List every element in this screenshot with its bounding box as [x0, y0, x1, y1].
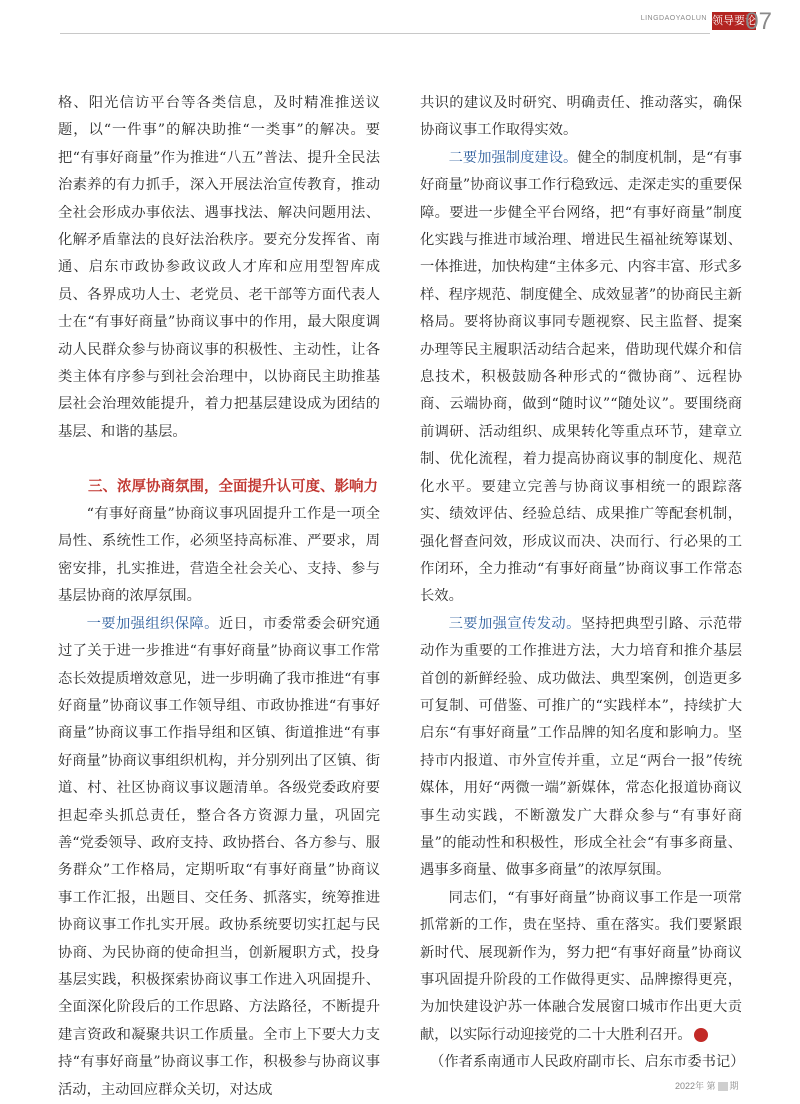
section-heading: 三、浓厚协商氛围，全面提升认可度、影响力 [88, 478, 378, 495]
paragraph-keyword: 二要加强制度建设。 [448, 149, 578, 166]
header-divider [60, 33, 710, 34]
footer-suffix: 期 [729, 1081, 739, 1091]
paragraph [420, 145, 742, 611]
paragraph-text: 坚持把典型引路、示范带动作为重要的工作推进方法，大力培育和推介基层首创的新鲜经验、成功做法、典型案例，创造更多可复制、可借鉴、可推广的“实践样本”，持续扩大启东“有事好商量”工作品牌的知名度和影响力。坚持市内报道、市外宣传并重，立足“两台一报”传统媒体，用好“两微一端”新媒体，常态化报道协商议事生动实践，不断激发广大群众参与“有事好商量”的能动性和积极性，形成全社会“有事多商量、遇事多商量、做事多商量”的浓厚氛围。 [420, 615, 743, 879]
page-header [0, 0, 800, 40]
paragraph: 共识的建议及时研究、明确责任、推动落实，确保协商议事工作取得实效。 [420, 95, 742, 139]
column-name-pinyin: LINGDAOYAOLUN [640, 15, 707, 22]
column-badge: 领导要论 [712, 12, 756, 30]
footer-year: 2022年 第 [675, 1081, 716, 1091]
paragraph-keyword: 三要加强宣传发动。 [448, 615, 581, 632]
paragraph: 格、阳光信访平台等各类信息，及时精准推送议题，以“一件事”的解决助推“一类事”的解决。要把“有事好商量”作为推进“八五”普法、提升全民法治素养的有力抓手，深入开展法治宣传教育，推动全社会形成办事依法、遇事找法、解决问题用法、化解矛盾靠法的良好法治秩序。要充分发挥省、南通、启东市政协参政议政人才库和应用型智库成员、各界成功人士、老党员、老干部等方面代表人士在“有事好商量”协商议事中的作用，最大限度调动人民群众参与协商议事的积极性、主动性，让各类主体有序参与到社会治理中，以协商民主助推基层社会治理效能提升，着力把基层建设成为团结的基层、和谐的基层。 [58, 95, 380, 440]
paragraph-text: 健全的制度机制，是“有事好商量”协商议事工作行稳致远、走深走实的重要保障。要进一步健全平台网络，把“有事好商量”制度化实践与推进市域治理、增进民生福祉统筹谋划、一体推进，加快构建“主体多元、内容丰富、形式多样、程序规范、制度健全、成效显著”的协商民主新格局。要将协商议事同专题视察、民主监督、提案办理等民主履职活动结合起来，借助现代媒介和信息技术，积极鼓励各种形式的“微协商”、远程协商、云端协商，做到“随时议”“随处议”。要围绕商前调研、活动组织、成果转化等重点环节，建章立制、优化流程，着力提高协商议事的制度化、规范化水平。要建立完善与协商议事相统一的跟踪落实、绩效评估、经验总结、成果推广等配套机制，强化督查问效，形成议而决、决而行、行必果的工作闭环，全力推动“有事好商量”协商议事工作常态长效。 [420, 149, 743, 605]
section-spacer [58, 446, 380, 473]
page-number: 07 [745, 8, 772, 35]
issue-number [718, 1082, 728, 1091]
paragraph [420, 885, 742, 1049]
paragraph [58, 611, 380, 1104]
left-column [58, 90, 380, 1104]
paragraph-keyword: 一要加强组织保障。 [86, 615, 219, 632]
paragraph-text: 近日，市委常委会研究通过了关于进一步推进“有事好商量”协商议事工作常态长效提质增效意见，进一步明确了我市推进“有事好商量”协商议事工作领导组、市政协推进“有事好商量”协商议事工作指导组和区镇、街道推进“有事好商量”协商议事组织机构，并分别列出了区镇、街道、村、社区协商议事议题清单。各级党委政府要担起牵头抓总责任，整合各方资源力量，巩固完善“党委领导、政府支持、政协搭台、各方参与、服务群众”工作格局，定期听取“有事好商量”协商议事工作汇报，出题目、交任务、抓落实，统筹推进协商议事工作扎实开展。政协系统要切实扛起与民协商、为民协商的使命担当，创新履职方式，投身基层实践，积极探索协商议事工作进入巩固提升、全面深化阶段后的工作思路、方法路径，不断提升建言资政和凝聚共识工作质量。全市上下要大力支持“有事好商量”协商议事工作，积极参与协商议事活动，主动回应群众关切，对达成 [58, 615, 381, 1098]
right-column [420, 90, 745, 1077]
paragraph: “有事好商量”协商议事巩固提升工作是一项全局性、系统性工作，必须坚持高标准、严要求，周密安排，扎实推进，营造全社会关心、支持、参与基层协商的浓厚氛围。 [58, 506, 380, 605]
author-note: （作者系南通市人民政府副市长、启东市委书记） [430, 1054, 745, 1071]
end-mark-icon: 党 [694, 1028, 708, 1042]
page-footer [675, 1079, 739, 1092]
paragraph-text: 同志们，“有事好商量”协商议事工作是一项常抓常新的工作，贵在坚持、重在落实。我们要紧跟新时代、展现新作为，努力把“有事好商量”协商议事巩固提升阶段的工作做得更实、品牌擦得更亮，为加快建设沪苏一体融合发展窗口城市作出更大贡献，以实际行动迎接党的二十大胜利召开。 [420, 889, 742, 1043]
paragraph [420, 611, 742, 885]
